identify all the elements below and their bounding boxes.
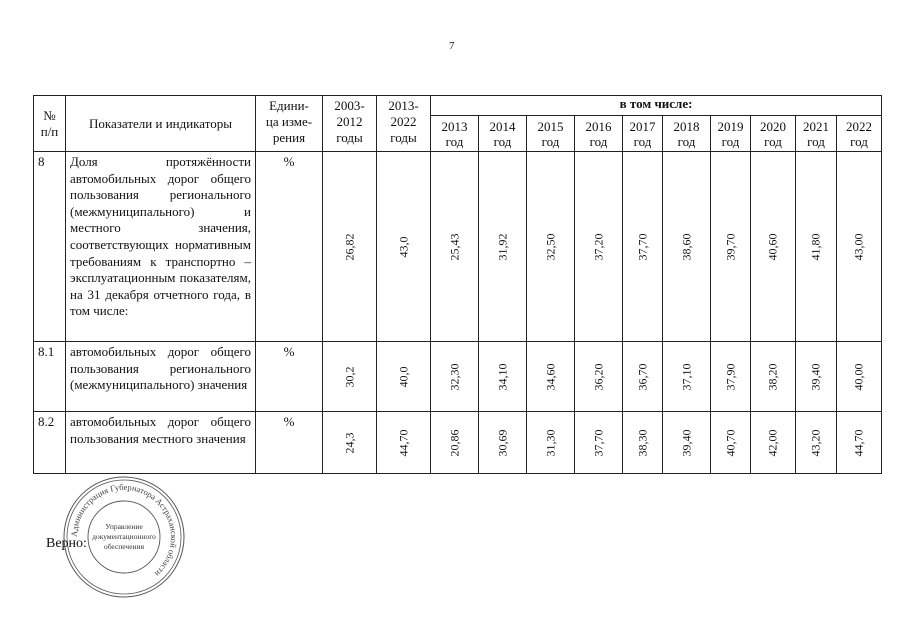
- value-cell: 37,20: [575, 152, 623, 342]
- seal-inner-line: документационного: [92, 532, 156, 541]
- value-cell: 37,70: [623, 152, 663, 342]
- value-cell: 40,60: [751, 152, 796, 342]
- header-year: 2020 год: [751, 116, 796, 152]
- header-period-2003-2012: 2003- 2012 годы: [323, 96, 377, 152]
- value-cell: 32,30: [431, 342, 479, 412]
- value-cell: 44,70: [377, 412, 431, 474]
- value-cell: 32,50: [527, 152, 575, 342]
- header-year: 2013 год: [431, 116, 479, 152]
- value-cell: 37,70: [575, 412, 623, 474]
- value-cell: 38,30: [623, 412, 663, 474]
- header-year: 2022 год: [837, 116, 882, 152]
- header-year: 2019 год: [711, 116, 751, 152]
- row-label: Доля протяжённости автомобильных дорог общего пользования регионального (межмуниципального) и местного значения, соответствующих нормативным требованиям к транспортно – эксплуатационным показателям, на 31 декабря отчетного года, в том числе:: [66, 152, 256, 342]
- seal-inner-line: Управление: [105, 522, 143, 531]
- row-unit: %: [256, 342, 323, 412]
- value-cell: 25,43: [431, 152, 479, 342]
- row-label: автомобильных дорог общего пользования местного значения: [66, 412, 256, 474]
- value-cell: 43,0: [377, 152, 431, 342]
- table-row: [34, 342, 882, 412]
- value-cell: 34,10: [479, 342, 527, 412]
- header-group: в том числе:: [431, 96, 882, 116]
- header-period-2013-2022: 2013- 2022 годы: [377, 96, 431, 152]
- value-cell: 30,2: [323, 342, 377, 412]
- header-year: 2021 год: [796, 116, 837, 152]
- value-cell: 40,0: [377, 342, 431, 412]
- value-cell: 36,70: [623, 342, 663, 412]
- value-cell: 42,00: [751, 412, 796, 474]
- table-row: [34, 152, 882, 342]
- value-cell: 39,40: [796, 342, 837, 412]
- value-cell: 39,40: [663, 412, 711, 474]
- row-unit: %: [256, 152, 323, 342]
- value-cell: 26,82: [323, 152, 377, 342]
- value-cell: 30,69: [479, 412, 527, 474]
- value-cell: 37,10: [663, 342, 711, 412]
- header-unit: Едини- ца изме- рения: [256, 96, 323, 152]
- header-year: 2018 год: [663, 116, 711, 152]
- value-cell: 24,3: [323, 412, 377, 474]
- value-cell: 40,00: [837, 342, 882, 412]
- value-cell: 38,60: [663, 152, 711, 342]
- value-cell: 34,60: [527, 342, 575, 412]
- value-cell: 40,70: [711, 412, 751, 474]
- value-cell: 36,20: [575, 342, 623, 412]
- row-label: автомобильных дорог общего пользования регионального (межмуниципального) значения: [66, 342, 256, 412]
- value-cell: 20,86: [431, 412, 479, 474]
- header-indicators: Показатели и индикаторы: [66, 96, 256, 152]
- row-number: 8.1: [34, 342, 66, 412]
- header-year: 2017 год: [623, 116, 663, 152]
- value-cell: 31,92: [479, 152, 527, 342]
- seal-inner-line: обеспечения: [103, 542, 145, 551]
- indicators-table: [33, 95, 882, 474]
- row-unit: %: [256, 412, 323, 474]
- page-number: 7: [449, 40, 455, 52]
- table-row: [34, 412, 882, 474]
- seal-ring-text: Администрация Губернатора Астраханской области: [68, 481, 180, 579]
- value-cell: 43,20: [796, 412, 837, 474]
- value-cell: 43,00: [837, 152, 882, 342]
- value-cell: 44,70: [837, 412, 882, 474]
- row-number: 8: [34, 152, 66, 342]
- header-num: № п/п: [34, 96, 66, 152]
- header-year: 2015 год: [527, 116, 575, 152]
- header-year: 2016 год: [575, 116, 623, 152]
- verno-label: Верно:: [46, 536, 87, 551]
- value-cell: 39,70: [711, 152, 751, 342]
- value-cell: 41,80: [796, 152, 837, 342]
- value-cell: 37,90: [711, 342, 751, 412]
- value-cell: 38,20: [751, 342, 796, 412]
- row-number: 8.2: [34, 412, 66, 474]
- header-year: 2014 год: [479, 116, 527, 152]
- value-cell: 31,30: [527, 412, 575, 474]
